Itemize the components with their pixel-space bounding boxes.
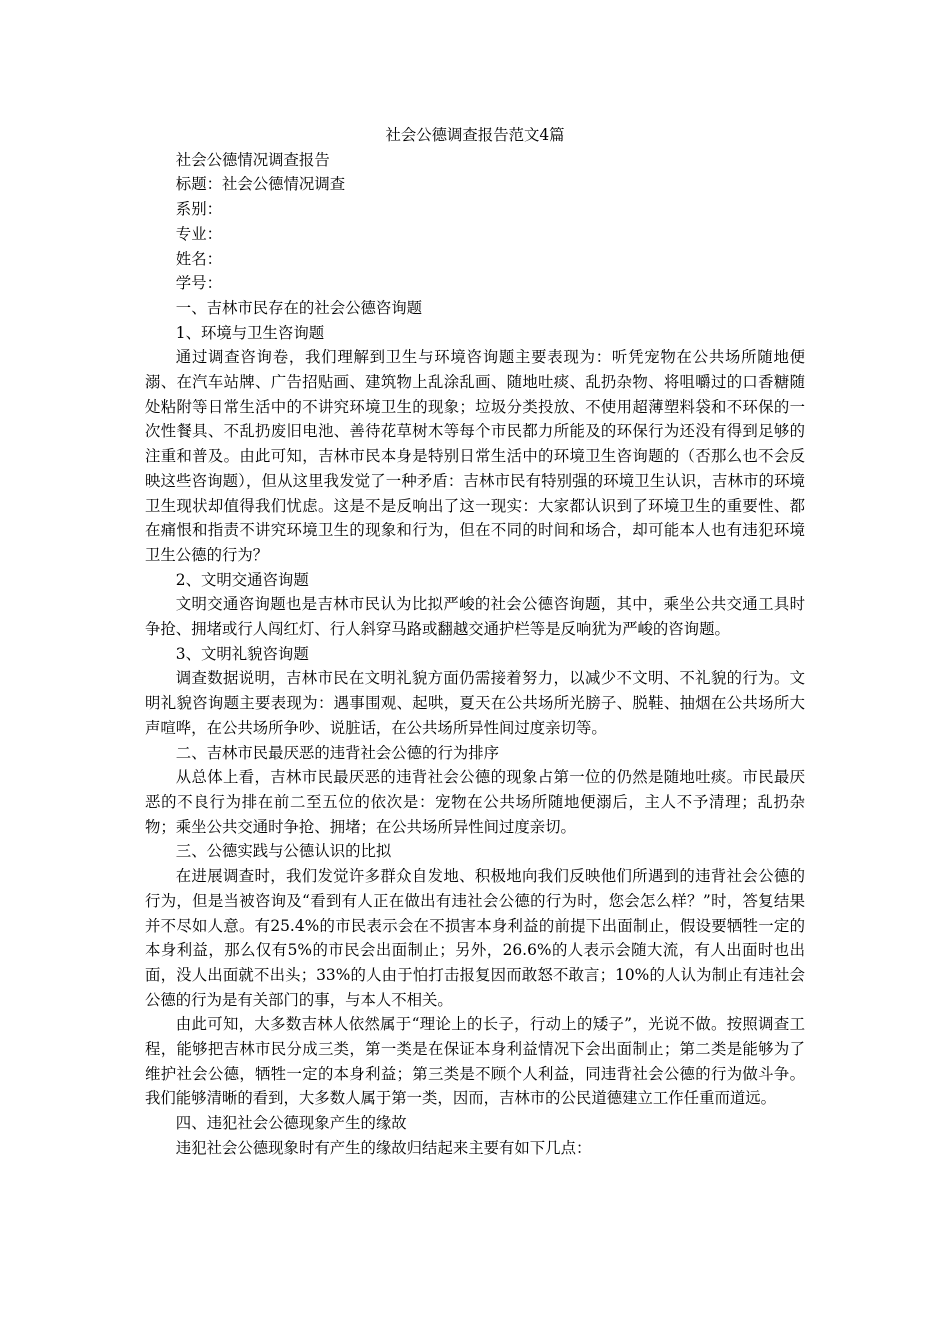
paragraph-traffic: 文明交通咨询题也是吉林市民认为比拟严峻的社会公德咨询题，其中，乘坐公共交通工具时争抢、拥堵或行人闯红灯、行人斜穿马路或翻越交通护栏等是反响犹为严峻的咨询题。 (145, 595, 805, 639)
document-body (145, 123, 805, 1161)
paragraph-environment: 通过调查咨询卷，我们理解到卫生与环境咨询题主要表现为：听凭宠物在公共场所随地便溺、在汽车站牌、广告招贴画、建筑物上乱涂乱画、随地吐痰、乱扔杂物、将咀嚼过的口香糖随处粘附等日常生活中的不讲究环境卫生的现象；垃圾分类投放、不使用超薄塑料袋和不环保的一次性餐具、不乱扔废旧电池、善待花草树木等每个市民都力所能及的环保行为还没有得到足够的注重和普及。由此可知，吉林市民本身是特别日常生活中的环境卫生咨询题的（否那么也不会反映这些咨询题），但从这里我发觉了一种矛盾：吉林市民有特别强的环境卫生认识，吉林市的环境卫生现状却值得我们忧虑。这是不是反响出了这一现实：大家都认识到了环境卫生的重要性、都在痛恨和指责不讲究环境卫生的现象和行为，但在不同的时间和场合，却可能本人也有违犯环境卫生公德的行为？ (145, 348, 805, 564)
subsection-heading-1-3: 3、文明礼貌咨询题 (175, 644, 309, 663)
paragraph-comparison: 在进展调查时，我们发觉许多群众自发地、积极地向我们反映他们所遇到的违背社会公德的行为，但是当被咨询及“看到有人正在做出有违社会公德的行为时，您会怎么样？”时，答复结果并不尽如人意。有25.4%的市民表示会在不损害本身利益的前提下出面制止，假设要牺牲一定的本身利益，那么仅有5%的市民会出面制止；另外，26.6%的人表示会随大流，有人出面时也出面，没人出面就不出头；33%的人由于怕打击报复因而敢怒不敢言；10%的人认为制止有违社会公德的行为是有关部门的事，与本人不相关。 (145, 867, 805, 1009)
paragraph-ranking: 从总体上看，吉林市民最厌恶的违背社会公德的现象占第一位的仍然是随地吐痰。市民最厌恶的不良行为排在前二至五位的依次是：宠物在公共场所随地便溺后，主人不予清理；乱扔杂物；乘坐公共交通时争抢、拥堵；在公共场所异性间过度亲切。 (145, 768, 805, 836)
subsection-heading-1-2: 2、文明交通咨询题 (175, 570, 309, 589)
paragraph-courtesy: 调查数据说明，吉林市民在文明礼貌方面仍需接着努力，以减少不文明、不礼貌的行为。文明礼貌咨询题主要表现为：遇事围观、起哄，夏天在公共场所光膀子、脱鞋、抽烟在公共场所大声喧哗，在公共场所争吵、说脏话，在公共场所异性间过度亲切等。 (145, 669, 805, 737)
student-id-label: 学号： (175, 274, 222, 293)
section-heading-4: 四、违犯社会公德现象产生的缘故 (175, 1114, 407, 1133)
paragraph-conclusion: 由此可知，大多数吉林人依然属于“理论上的长子，行动上的矮子”，光说不做。按照调查工程，能够把吉林市民分成三类，第一类是在保证本身利益情况下会出面制止；第二类是能够为了维护社会公德，牺牲一定的本身利益；第三类是不顾个人利益，同违背社会公德的行为做斗争。我们能够清晰的看到，大多数人属于第一类，因而，吉林市的公民道德建立工作任重而道远。 (145, 1015, 805, 1108)
major-label: 专业： (175, 224, 222, 243)
department-label: 系别： (175, 200, 222, 219)
section-heading-1: 一、吉林市民存在的社会公德咨询题 (175, 298, 423, 317)
paragraph-causes-intro: 违犯社会公德现象时有产生的缘故归结起来主要有如下几点： (175, 1138, 592, 1157)
section-heading-3: 三、公德实践与公德认识的比拟 (175, 842, 392, 861)
name-label: 姓名： (175, 249, 222, 268)
report-name: 社会公德情况调查报告 (175, 150, 330, 169)
report-subject: 标题：社会公德情况调查 (175, 175, 346, 194)
document-title: 社会公德调查报告范文4篇 (385, 126, 565, 144)
subsection-heading-1-1: 1、环境与卫生咨询题 (175, 323, 325, 342)
section-heading-2: 二、吉林市民最厌恶的违背社会公德的行为排序 (175, 743, 500, 762)
